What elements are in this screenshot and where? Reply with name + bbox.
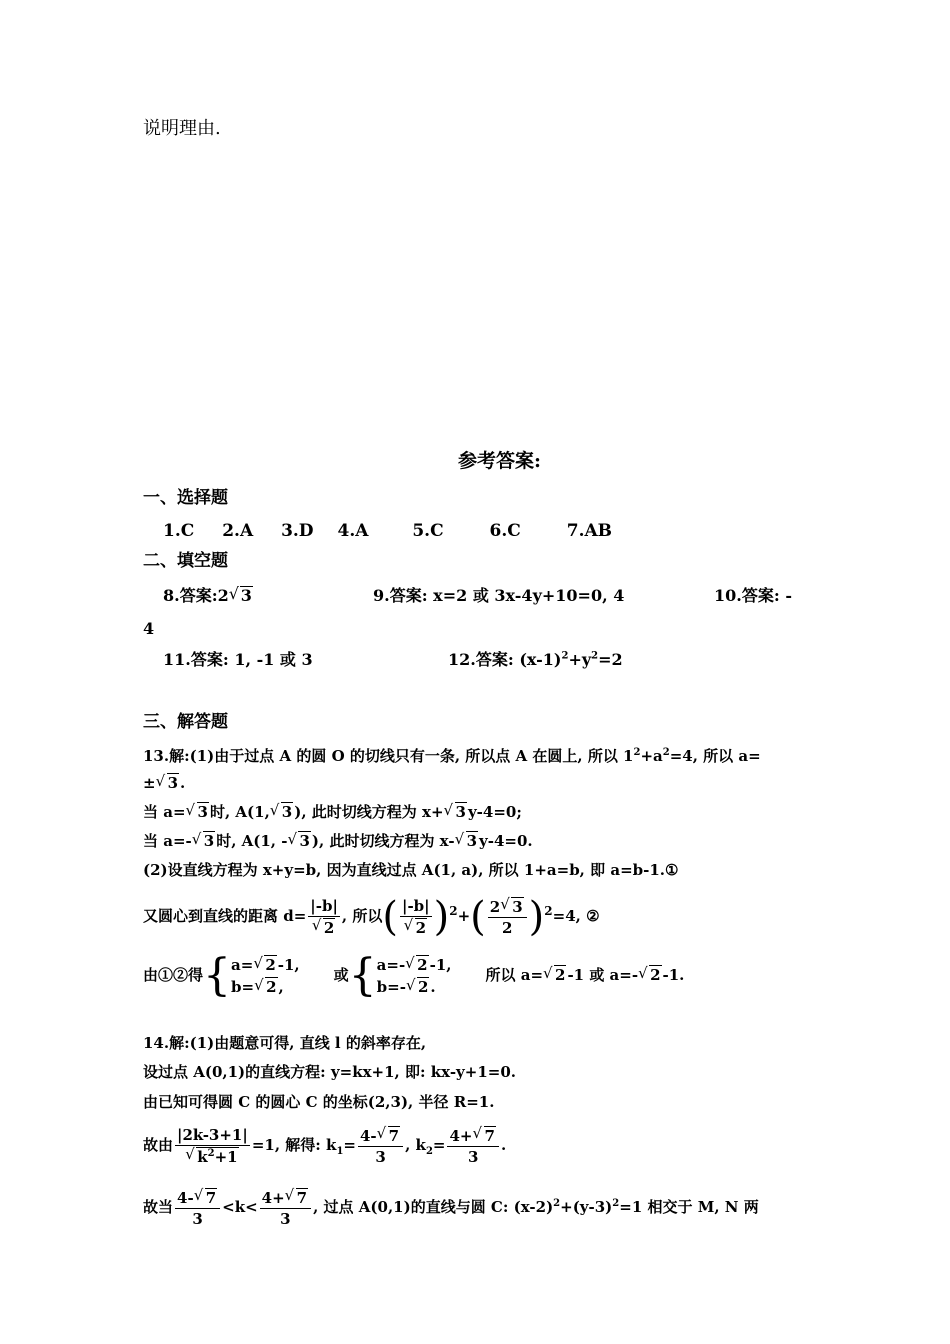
answer-10: 10.答案: -	[714, 586, 792, 605]
s14-line-3: 由已知可得圆 C 的圆心 C 的坐标(2,3), 半径 R=1.	[143, 1093, 495, 1111]
section-solution-heading: 三、解答题	[143, 712, 228, 732]
choice-1: 1.C	[163, 521, 195, 541]
s13-line-1: 13.解:(1)由于过点 A 的圆 O 的切线只有一条, 所以点 A 在圆上, 所以 $1^2+a^2=4$, 所以 a=	[143, 747, 761, 765]
choice-2: 2.A	[222, 521, 254, 541]
s13-line-7: 由①②得{ a=√ 2 -1, b=√ 2 , 或{ a=-√ 2 -1, b=-√ 2 . 所以 a=√ 2 -1 或 a=-√ 2 -1.	[143, 950, 684, 1000]
answer-8: 8.答案:2√ 3	[163, 586, 254, 606]
answer-9: 9.答案: x=2 或 3x-4y+10=0, 4	[373, 586, 625, 605]
choice-5: 5.C	[412, 521, 444, 541]
s14-line-4: 故由 |2k-3+1| √ $k^2+1$ =1, 解得: $k_1=$ $\frac{4-√ 7}{3}$ , $k_2=$ $\frac{4+√ 7}{3}$ .	[143, 1120, 506, 1170]
choice-6: 6.C	[489, 521, 521, 541]
section-choice-heading: 一、选择题	[143, 488, 228, 508]
answers-title: 参考答案:	[458, 450, 542, 472]
intro-text: 说明理由.	[143, 118, 221, 139]
s14-line-5: 故当 $\frac{4-√ 7}{3}$ <k< $\frac{4+√ 7}{3}$ , 过点 A(0,1)的直线与圆 C: $(x-2)^2+(y-3)^2=1$ 相交于 M, N 两	[143, 1182, 759, 1232]
choice-3: 3.D	[281, 521, 314, 541]
s13-line-4: 当 a=-√ 3 时, A(1, -√ 3 ), 此时切线方程为 x-√ 3 y-4=0.	[143, 831, 533, 851]
choice-answers	[163, 521, 612, 541]
choice-4: 4.A	[337, 521, 369, 541]
s14-line-2: 设过点 A(0,1)的直线方程: y=kx+1, 即: kx-y+1=0.	[143, 1063, 516, 1081]
answer-12: 12.答案: $(x-1)^2+y^2=2$	[448, 650, 623, 669]
answer-10-value: 4	[143, 619, 155, 638]
s14-line-1: 14.解:(1)由题意可得, 直线 l 的斜率存在,	[143, 1034, 427, 1052]
s13-line-5: (2)设直线方程为 x+y=b, 因为直线过点 A(1, a), 所以 1+a=b, 即 a=b-1.①	[143, 861, 679, 879]
answer-11: 11.答案: 1, -1 或 3	[163, 650, 313, 669]
choice-7: 7.AB	[566, 521, 613, 541]
s13-line-3: 当 a=√ 3 时, A(1,√ 3 ), 此时切线方程为 x+√ 3 y-4=0;	[143, 802, 522, 822]
s13-line-6: 又圆心到直线的距离 d= |-b| √ 2 , 所以( |-b| √ 2 )$^2$+( $\frac{2√ 3}{2}$ )$^2$=4, ②	[143, 890, 600, 942]
s13-line-2: ±√ 3 .	[143, 773, 185, 793]
section-fill-heading: 二、填空题	[143, 551, 228, 571]
